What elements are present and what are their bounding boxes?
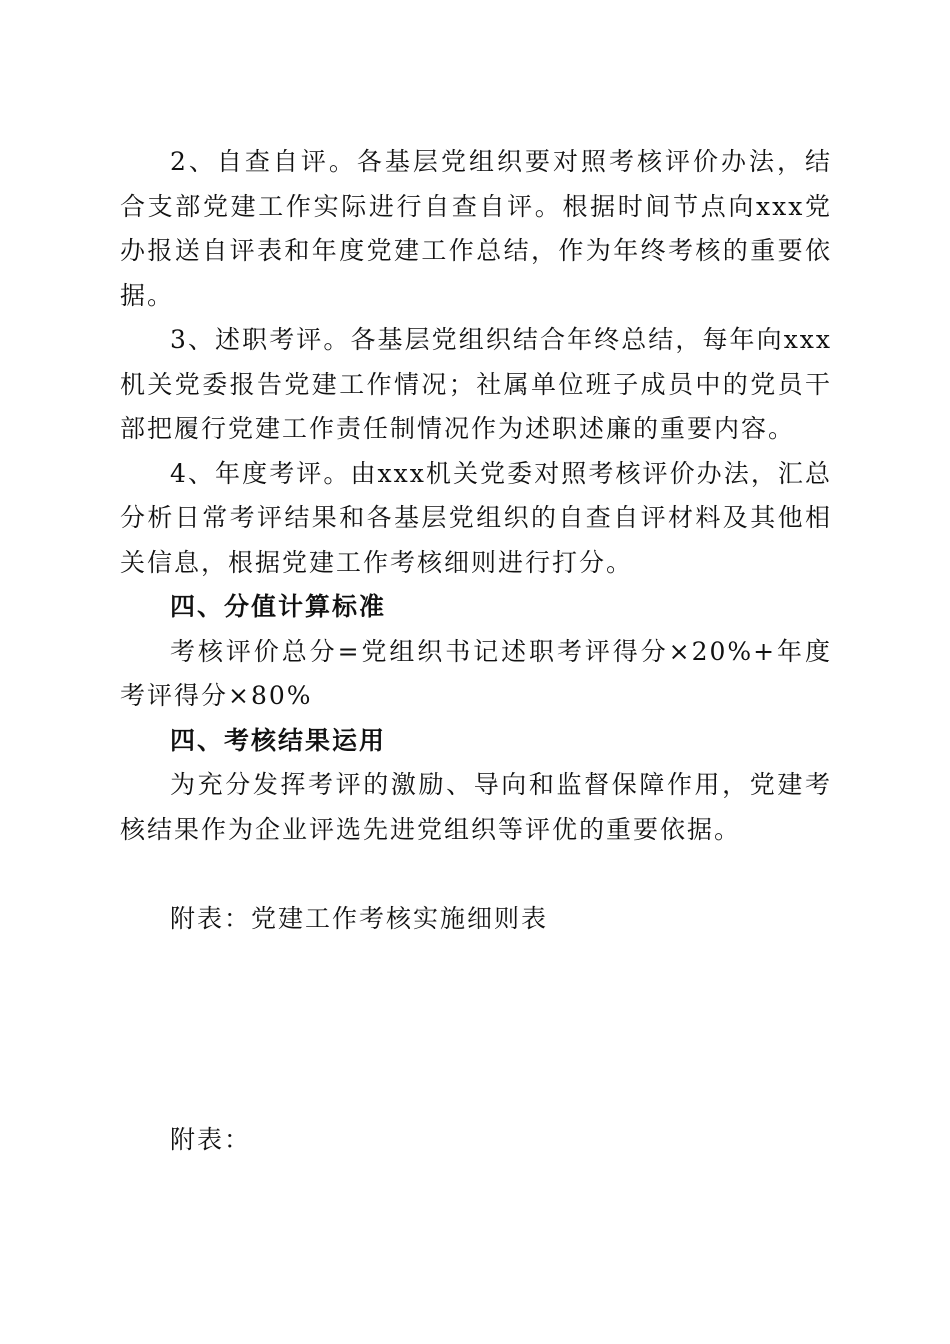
document-body (120, 140, 832, 941)
blank-line (120, 852, 832, 897)
heading-score-standard: 四、分值计算标准 (170, 592, 387, 621)
appendix-label-block (120, 1118, 832, 1163)
paragraph-annual-evaluation: 4、年度考评。由xxx机关党委对照考核评价办法，汇总分析日常考评结果和各基层党组织的自查自评材料及其他相关信息，根据党建工作考核细则进行打分。 (120, 458, 832, 577)
attachment-reference: 附表：党建工作考核实施细则表 (170, 903, 549, 933)
paragraph-self-evaluation: 2、自查自评。各基层党组织要对照考核评价办法，结合支部党建工作实际进行自查自评。根据时间节点向xxx党办报送自评表和年度党建工作总结，作为年终考核的重要依据。 (120, 147, 832, 310)
paragraph-report-evaluation: 3、述职考评。各基层党组织结合年终总结，每年向xxx机关党委报告党建工作情况；社属单位班子成员中的党员干部把履行党建工作责任制情况作为述职述廉的重要内容。 (120, 325, 832, 443)
heading-result-application: 四、考核结果运用 (170, 725, 387, 755)
appendix-label: 附表： (170, 1125, 252, 1154)
paragraph-result-application: 为充分发挥考评的激励、导向和监督保障作用，党建考核结果作为企业评选先进党组织等评优的重要依据。 (120, 770, 832, 844)
paragraph-score-formula: 考核评价总分=党组织书记述职考评得分×20%+年度考评得分×80% (120, 636, 832, 710)
